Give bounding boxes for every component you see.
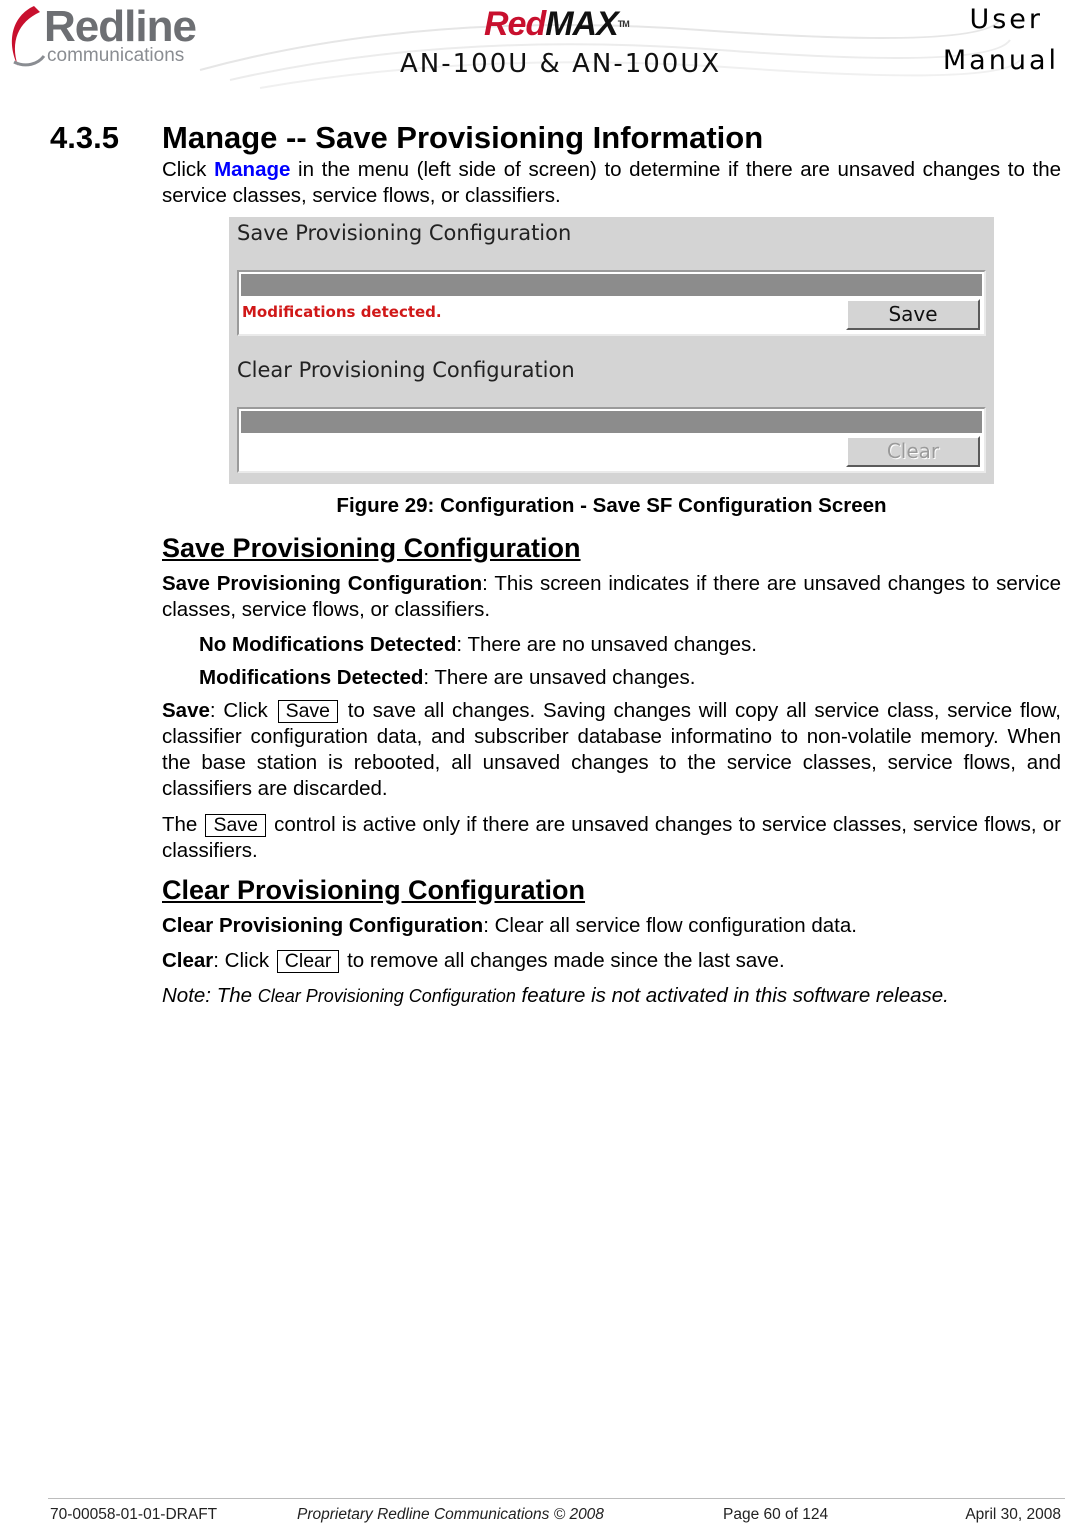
- section-title: Manage -- Save Provisioning Information: [162, 120, 764, 155]
- save-panel-header-bar: [241, 274, 982, 296]
- clear-panel: [237, 407, 986, 473]
- manage-link[interactable]: Manage: [214, 158, 291, 181]
- no-modifications-text: : There are no unsaved changes.: [456, 633, 757, 656]
- save-term: Save Provisioning Configuration: [162, 572, 483, 595]
- save-panel: [237, 270, 986, 336]
- inline-save-control-button[interactable]: Save: [205, 814, 265, 837]
- modifications-term: Modifications Detected: [199, 666, 424, 689]
- modifications-item: [199, 665, 695, 691]
- save-description: [162, 571, 1061, 623]
- clear-action-term: Clear: [162, 949, 214, 972]
- inline-save-button[interactable]: Save: [278, 700, 338, 723]
- redmax-black-part: MAX: [545, 5, 618, 43]
- save-action-paragraph: [162, 698, 1061, 802]
- intro-text-pre: Click: [162, 158, 215, 181]
- footer-divider: [48, 1498, 1065, 1499]
- save-description-text: : This screen indicates if there are unsaved changes to service classes, service flows, or classifiers.: [162, 572, 1062, 621]
- note-feature-name: Clear Provisioning Configuration: [257, 986, 516, 1006]
- clear-description: [162, 913, 1061, 939]
- page-header: [0, 0, 1065, 92]
- redmax-logo: [484, 4, 629, 44]
- section-number: 4.3.5: [50, 120, 119, 155]
- save-control-paragraph: [162, 812, 1061, 864]
- modifications-detected-message: Modifications detected.: [242, 303, 442, 321]
- clear-term: Clear Provisioning Configuration: [162, 914, 484, 937]
- note-post: feature is not activated in this software release.: [515, 984, 949, 1007]
- note-pre: Note: The: [162, 984, 258, 1007]
- inline-clear-button[interactable]: Clear: [277, 950, 340, 973]
- brand-name: Redline: [44, 2, 196, 51]
- save-action-click: : Click: [209, 699, 276, 722]
- clear-section-heading: Clear Provisioning Configuration: [162, 875, 586, 905]
- redmax-red-part: Red: [484, 5, 546, 43]
- intro-text-post: in the menu (left side of screen) to determine if there are unsaved changes to the service classes, service flows, or classifiers.: [162, 158, 1062, 207]
- clear-action-click: : Click: [213, 949, 275, 972]
- save-control-text: control is active only if there are unsaved changes to service classes, service flows, or classifiers.: [162, 813, 1061, 862]
- save-section-heading: Save Provisioning Configuration: [162, 533, 581, 563]
- figure-caption: Figure 29: Configuration - Save SF Configuration Screen: [336, 494, 887, 517]
- section-intro: [162, 157, 1061, 209]
- save-action-term: Save: [162, 699, 210, 722]
- save-provisioning-title: Save Provisioning Configuration: [237, 221, 572, 245]
- brand-subtitle: communications: [47, 45, 185, 66]
- clear-action-paragraph: [162, 948, 1061, 974]
- trademark: TM: [617, 19, 629, 29]
- no-modifications-item: [199, 632, 757, 658]
- footer-doc-id: 70-00058-01-01-DRAFT: [50, 1506, 218, 1523]
- configuration-screenshot: [229, 217, 994, 484]
- redline-swirl-icon: [4, 2, 48, 74]
- clear-button[interactable]: Clear: [846, 436, 980, 467]
- footer-date: April 30, 2008: [965, 1506, 1061, 1523]
- footer-page-number: Page 60 of 124: [723, 1506, 829, 1523]
- clear-panel-header-bar: [241, 411, 982, 433]
- save-button[interactable]: Save: [846, 299, 980, 330]
- doc-type-line1: User: [969, 4, 1043, 35]
- footer-copyright: Proprietary Redline Communications © 2008: [297, 1506, 604, 1523]
- modifications-text: : There are unsaved changes.: [423, 666, 696, 689]
- clear-note: [162, 983, 1061, 1009]
- clear-description-text: : Clear all service flow configuration data.: [483, 914, 857, 937]
- save-action-text: to save all changes. Saving changes will copy all service class, service flow, classifier configuration data, and subscriber database informatino to non-volatile memory. When the base station is rebooted, all unsaved changes to the service classes, service flows, and classifiers are discarded.: [162, 699, 1061, 800]
- clear-action-text: to remove all changes made since the last save.: [341, 949, 785, 972]
- doc-type-line2: Manual: [942, 45, 1059, 76]
- model-name: AN-100U & AN-100UX: [400, 49, 722, 79]
- save-control-pre: The: [162, 813, 204, 836]
- clear-provisioning-title: Clear Provisioning Configuration: [237, 358, 575, 382]
- redline-logo: [4, 2, 214, 74]
- no-modifications-term: No Modifications Detected: [199, 633, 457, 656]
